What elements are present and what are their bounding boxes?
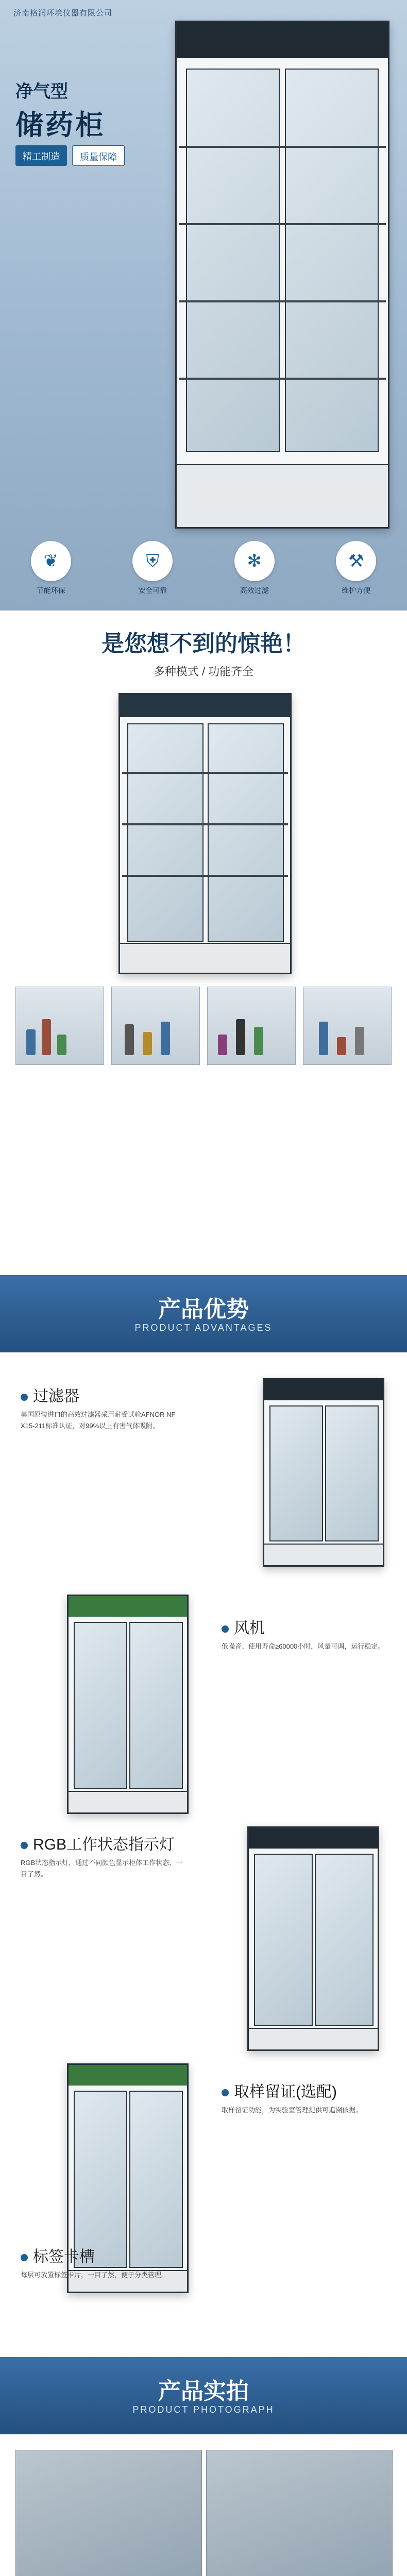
hero-tag: 精工制造 <box>15 145 67 166</box>
leaf-icon: ❦ <box>31 541 71 581</box>
showcase-section <box>0 611 407 1275</box>
icon-label: 高效过滤 <box>240 586 269 595</box>
cabinet-image-filter <box>263 1378 384 1567</box>
cabinet-image-rgb <box>247 1826 379 2051</box>
section-title: 产品实拍 <box>158 2379 249 2404</box>
section-title: 产品优势 <box>158 1297 249 1322</box>
icon-label: 安全可靠 <box>138 586 167 595</box>
photos-section <box>0 2357 407 2576</box>
wrench-icon: ⚒ <box>336 541 376 581</box>
cabinet-image-showcase <box>118 693 292 974</box>
bullet-icon <box>21 1394 28 1401</box>
bullet-icon <box>21 1842 28 1849</box>
thumbnail-image <box>303 987 392 1065</box>
feature-filter <box>21 1383 185 1432</box>
feature-title: 风机 <box>234 1620 265 1637</box>
fan-icon: ✻ <box>234 541 275 581</box>
feature-title: 标签卡槽 <box>33 2248 95 2265</box>
showcase-subline: 多种模式 / 功能齐全 <box>153 665 254 678</box>
feature-desc: 取样留证功能，为实验室管理提供可追溯依据。 <box>222 2106 363 2114</box>
thumbnail-image <box>111 987 200 1065</box>
section-subtitle: PRODUCT PHOTOGRAPH <box>132 2404 275 2415</box>
feature-desc: 每层可放置标签卡片，一目了然，便于分类管理。 <box>21 2271 168 2279</box>
hero-section <box>0 0 407 611</box>
photo-lab-1 <box>206 2450 393 2576</box>
bullet-icon <box>21 2254 28 2261</box>
feature-title: 取样留证(选配) <box>234 2083 337 2100</box>
hero-tag: 质量保障 <box>72 145 125 166</box>
showcase-headline: 是您想不到的惊艳！ <box>101 631 306 656</box>
bullet-icon <box>222 1625 229 1633</box>
feature-title: RGB工作状态指示灯 <box>33 1836 175 1853</box>
feature-desc: 低噪音、使用寿命≥60000小时，风量可调，运行稳定。 <box>222 1642 385 1650</box>
showcase-thumbnails <box>15 987 392 1065</box>
shield-icon: ⛨ <box>132 541 173 581</box>
photos-banner <box>0 2357 407 2434</box>
feature-label-slot <box>21 2244 185 2281</box>
feature-rgb <box>21 1832 185 1880</box>
feature-sampling <box>222 2079 386 2116</box>
cabinet-image-hero <box>175 21 389 529</box>
hero-icon-row <box>0 541 407 596</box>
photo-booth <box>15 2450 202 2576</box>
advantages-banner <box>0 1275 407 1352</box>
feature-icon-item <box>317 541 395 596</box>
feature-fan <box>222 1615 386 1652</box>
company-name: 济南格润环境仪器有限公司 <box>13 9 113 18</box>
thumbnail-image <box>15 987 104 1065</box>
feature-icon-item <box>12 541 90 596</box>
bullet-icon <box>222 2089 229 2096</box>
hero-tags <box>15 145 125 166</box>
feature-icon-item <box>114 541 191 596</box>
feature-desc: 美国原装进口的高效过滤器采用耐受试验AFNOR NF X15-211标准认证，对99%以上有害气体吸附。 <box>21 1411 176 1430</box>
hero-title-line1: 净气型 <box>15 82 68 101</box>
icon-label: 维护方便 <box>342 586 371 595</box>
feature-desc: RGB状态指示灯，通过不同颜色显示柜体工作状态，一目了然。 <box>21 1859 183 1878</box>
advantages-section <box>0 1275 407 2357</box>
thumbnail-image <box>207 987 296 1065</box>
section-subtitle: PRODUCT ADVANTAGES <box>134 1323 273 1333</box>
cabinet-image-fan <box>67 1595 189 1814</box>
feature-title: 过滤器 <box>33 1388 79 1405</box>
icon-label: 节能环保 <box>36 586 65 595</box>
feature-icon-item <box>216 541 293 596</box>
hero-title-line2: 储药柜 <box>15 110 105 141</box>
